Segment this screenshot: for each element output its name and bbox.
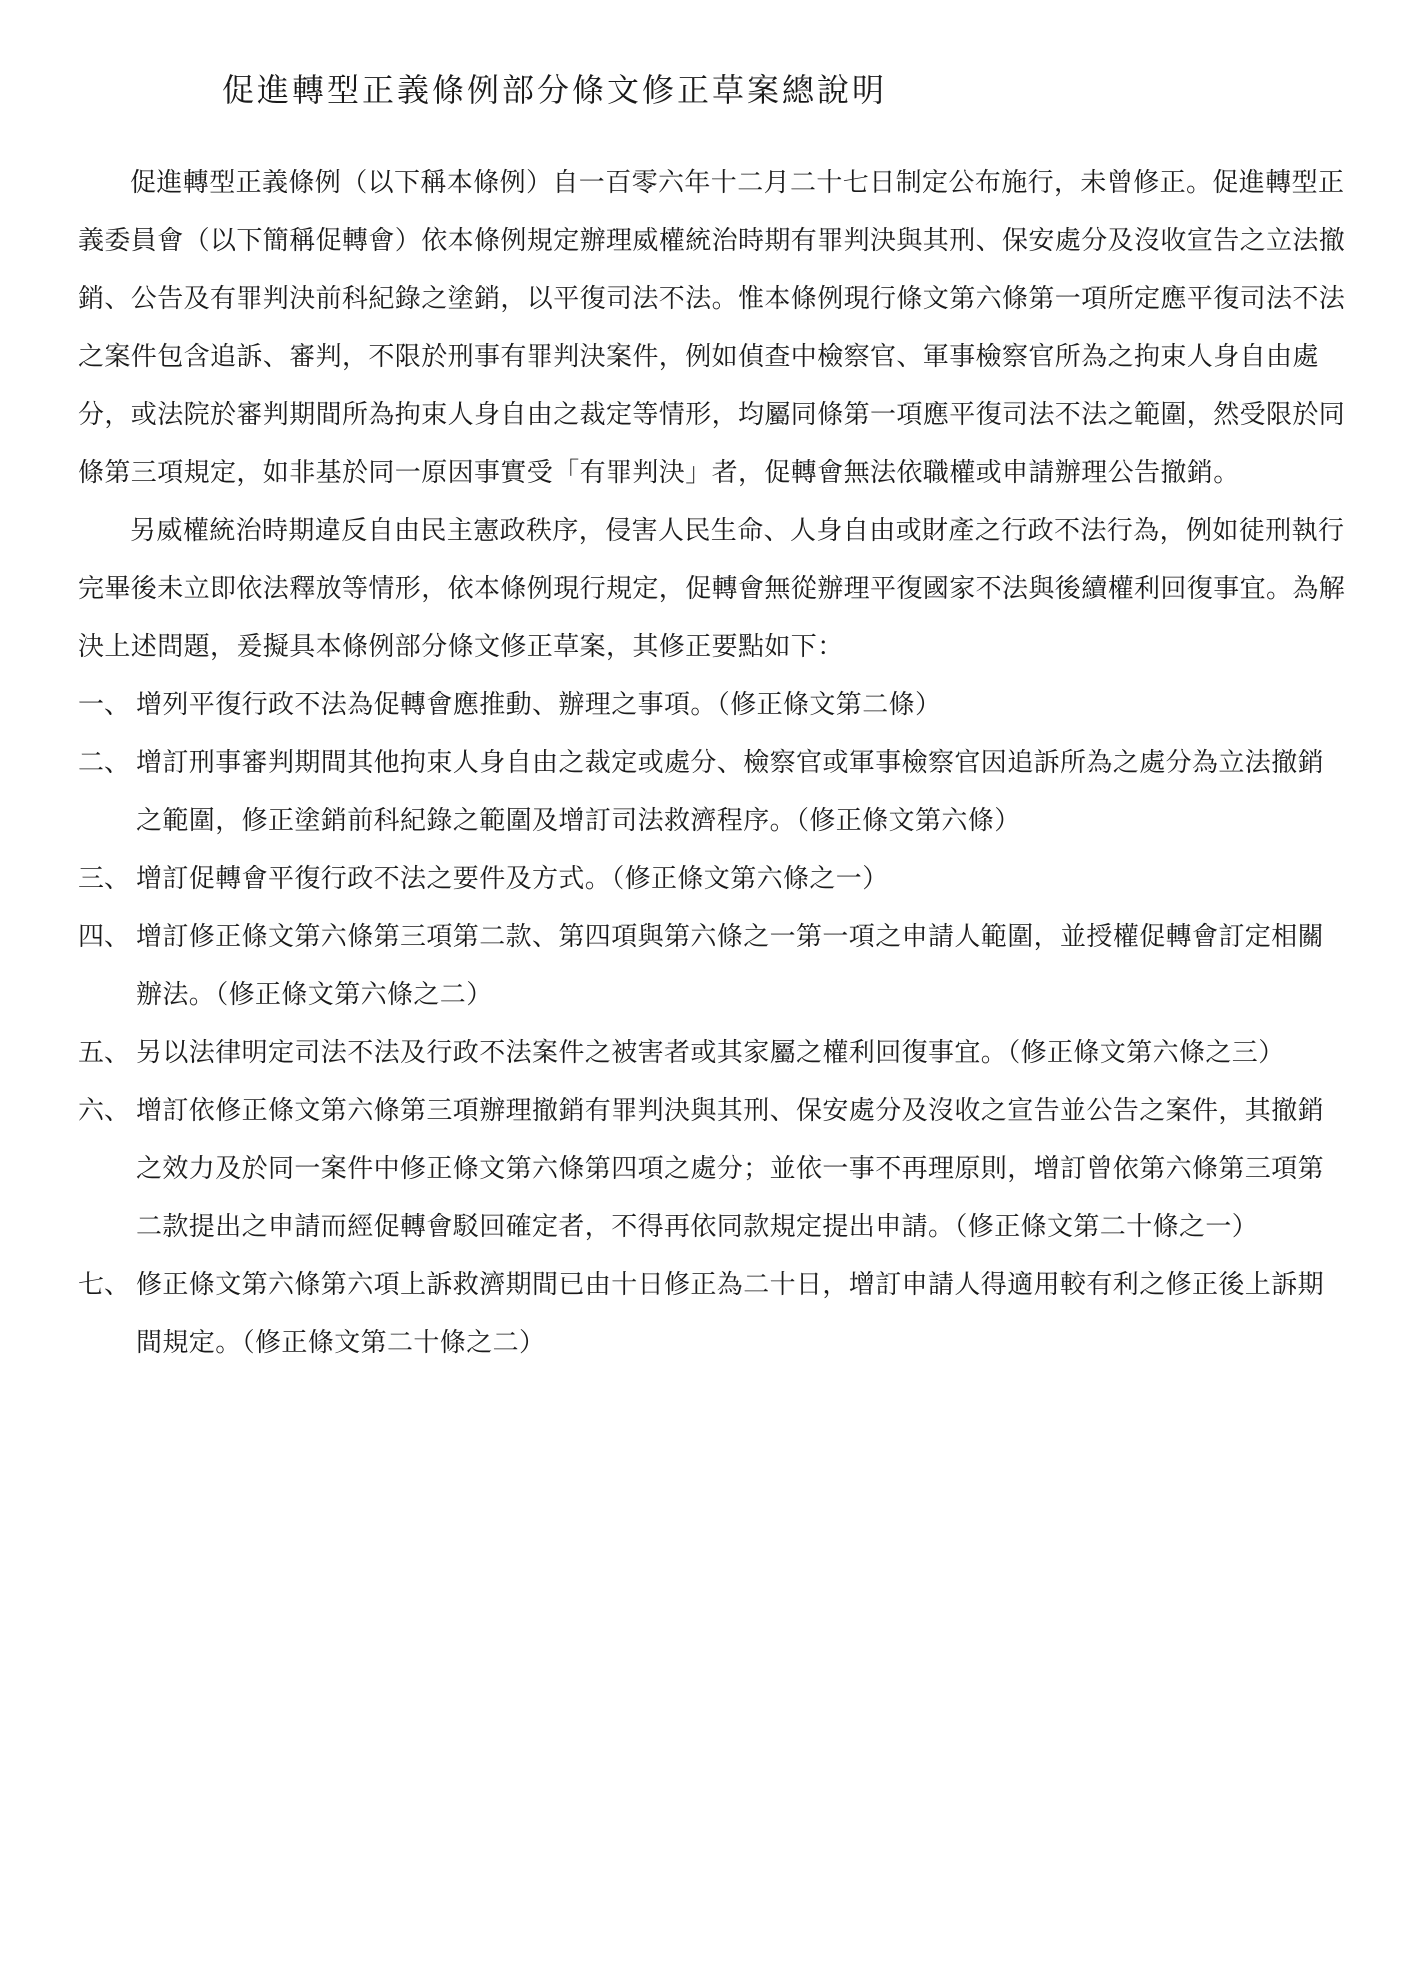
list-item-text: 增列平復行政不法為促轉會應推動、辦理之事項。（修正條文第二條） [136,690,942,720]
list-item-text: 另以法律明定司法不法及行政不法案件之被害者或其家屬之權利回復事宜。（修正條文第六條之三） [136,1038,1285,1068]
list-marker: 二、 [78,748,131,778]
amendment-points-list [78,676,1346,1372]
list-item-text: 增訂依修正條文第六條第三項辦理撤銷有罪判決與其刑、保安處分及沒收之宣告並公告之案件，其撤銷之效力及於同一案件中修正條文第六條第四項之處分；並依一事不再理原則，增訂曾依第六條第三項第二款提出之申請而經促轉會駁回確定者，不得再依同款規定提出申請。（修正條文第二十條之一） [136,1096,1325,1242]
list-item-text: 增訂刑事審判期間其他拘束人身自由之裁定或處分、檢察官或軍事檢察官因追訴所為之處分為立法撤銷之範圍，修正塗銷前科紀錄之範圍及增訂司法救濟程序。（修正條文第六條） [136,748,1325,836]
list-item [78,1024,1346,1082]
list-item-text: 增訂促轉會平復行政不法之要件及方式。（修正條文第六條之一） [136,864,889,894]
document-title: 促進轉型正義條例部分條文修正草案總說明 [222,71,888,109]
list-item [78,1256,1346,1372]
list-item [78,908,1346,1024]
list-item-text: 修正條文第六條第六項上訴救濟期間已由十日修正為二十日，增訂申請人得適用較有利之修正後上訴期間規定。（修正條文第二十條之二） [136,1270,1325,1358]
list-marker: 一、 [78,690,131,720]
list-marker: 五、 [78,1038,131,1068]
list-item [78,850,1346,908]
list-item [78,676,1346,734]
intro-paragraph: 促進轉型正義條例（以下稱本條例）自一百零六年十二月二十七日制定公布施行，未曾修正。促進轉型正義委員會（以下簡稱促轉會）依本條例規定辦理威權統治時期有罪判決與其刑、保安處分及沒收宣告之立法撤銷、公告及有罪判決前科紀錄之塗銷，以平復司法不法。惟本條例現行條文第六條第一項所定應平復司法不法之案件包含追訴、審判，不限於刑事有罪判決案件，例如偵查中檢察官、軍事檢察官所為之拘束人身自由處分，或法院於審判期間所為拘束人身自由之裁定等情形，均屬同條第一項應平復司法不法之範圍，然受限於同條第三項規定，如非基於同一原因事實受「有罪判決」者，促轉會無法依職權或申請辦理公告撤銷。 [78,168,1346,488]
list-marker: 六、 [78,1096,131,1126]
background-paragraph: 另威權統治時期違反自由民主憲政秩序，侵害人民生命、人身自由或財產之行政不法行為，例如徒刑執行完畢後未立即依法釋放等情形，依本條例現行規定，促轉會無從辦理平復國家不法與後續權利回復事宜。為解決上述問題，爰擬具本條例部分條文修正草案，其修正要點如下： [78,516,1346,662]
list-item [78,734,1346,850]
list-item-text: 增訂修正條文第六條第三項第二款、第四項與第六條之一第一項之申請人範圍，並授權促轉會訂定相關辦法。（修正條文第六條之二） [136,922,1325,1010]
list-item [78,1082,1346,1256]
document-body [78,154,1346,1372]
list-marker: 三、 [78,864,131,894]
list-marker: 七、 [78,1270,131,1300]
list-marker: 四、 [78,922,131,952]
